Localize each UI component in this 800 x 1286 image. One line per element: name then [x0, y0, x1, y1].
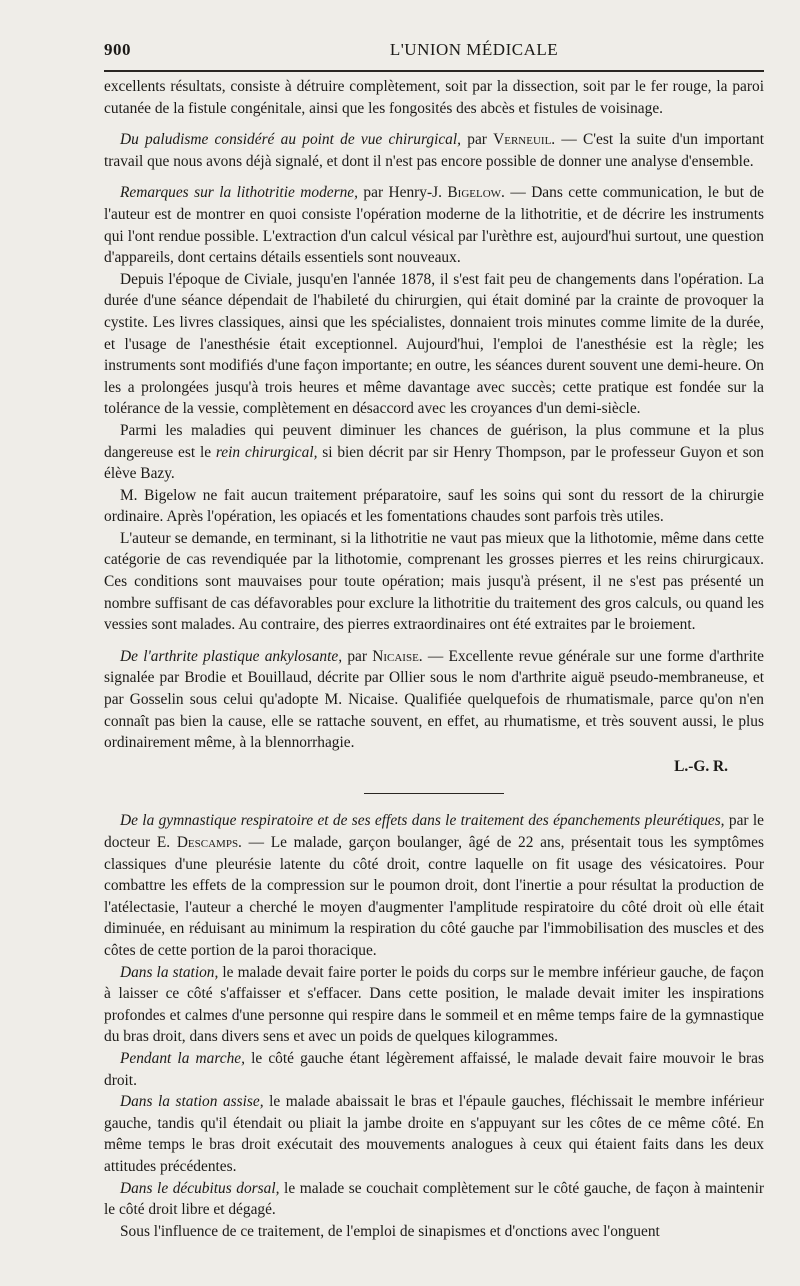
paragraph-emphasis: Pendant la marche, — [120, 1049, 245, 1067]
entry-paludisme — [104, 129, 764, 172]
paragraph-emphasis: Dans la station, — [120, 963, 219, 981]
entry-text: — C'est la suite d'un important travail que nous avons déjà signalé, et dont il n'est pas encore possible de donner une analyse d'ensemble. — [104, 131, 764, 170]
entry-author: Bigelow. — [447, 184, 505, 202]
paragraph-text: Parmi les maladies qui peuvent diminuer les chances de guérison, la plus commune et la plus dangereuse est le — [104, 421, 764, 461]
entry-text: — Excellente revue générale sur une forme d'arthrite signalée par Brodie et Bouillaud, décrite par Ollier sous le nom d'arthrite aiguë pseudo-membraneuse, et par Gosselin sous celui qu'adopte M. Nicaise. Qualifiée quelquefois de rhumatismale, parce qu'on n'en connaît pas bien la cause, elle se rattache souvent, en effet, au rhumatisme, et très souvent aussi, le plus ordinairement même, à la blennorrhagie. — [104, 647, 764, 752]
paragraph — [104, 1091, 764, 1177]
paragraph-text: le malade abaissait le bras et l'épaule gauches, fléchissait le membre inférieur gauche, tandis qu'il étendait ou pliait la jambe droite en s'appuyant sur les côtes de ce même côté. En même temps le bras droit exécutait des mouvements analogues à ceux qui étaient faits dans les deux attitudes précédentes. — [104, 1093, 764, 1175]
article-body — [104, 76, 764, 1242]
signature: L.-G. R. — [674, 757, 728, 775]
page-number: 900 — [104, 40, 131, 59]
paragraph-emphasis: rein chirurgical, — [215, 443, 318, 461]
entry-arthrite — [104, 646, 764, 754]
entry-by: par — [461, 131, 494, 149]
paragraph-text: le côté gauche étant légèrement affaissé, le malade devait faire mouvoir le bras droit. — [104, 1049, 765, 1089]
entry-title: De l'arthrite plastique ankylosante, — [120, 647, 343, 665]
paragraph: excellents résultats, consiste à détruire complètement, soit par la dissection, soit par le fer rouge, la paroi cutanée de la fistule congénitale, ainsi que les fongosités des abcès et fistules de voisinage. — [104, 78, 764, 117]
entry-author: Nicaise. — [372, 647, 423, 665]
entry-by: par le docteur E. — [104, 812, 764, 851]
page-header — [104, 36, 764, 70]
header-rule — [104, 70, 764, 72]
paragraph: Sous l'influence de ce traitement, de l'emploi de sinapismes et d'onctions avec l'onguent — [120, 1222, 660, 1240]
entry-title: Du paludisme considéré au point de vue chirurgical, — [120, 131, 462, 149]
paragraph: L'auteur se demande, en terminant, si la lithotritie ne vaut pas mieux que la lithotomie, même dans cette catégorie de cas revendiquée par la lithotomie, comprenant les grosses pierres et les reins chirurgicaux. Ces conditions sont mauvaises pour toute opération; mais jusqu'à présent, il ne s'est pas présenté un nombre suffisant de cas défavorables pour exclure la lithotritie du traitement des gros calculs, ou quand les vessies sont malades. Au contraire, des pierres extraordinaires ont été extraites par le broiement. — [104, 529, 764, 634]
entry-author: Descamps. — [176, 834, 242, 851]
paragraph: M. Bigelow ne fait aucun traitement préparatoire, sauf les soins qui sont du ressort de la chirurgie ordinaire. Après l'opération, les opiacés et les fomentations chaudes sont parfois très utiles. — [104, 486, 764, 526]
entry-gymnastique — [104, 810, 764, 961]
paragraph — [104, 420, 764, 485]
running-title: L'UNION MÉDICALE — [389, 40, 559, 59]
paragraph — [104, 1048, 764, 1091]
entry-lithotritie — [104, 182, 764, 268]
entry-by: par Henry-J. — [357, 184, 448, 202]
entry-author: Verneuil. — [493, 131, 556, 149]
entry-text: — Dans cette communication, le but de l'auteur est de montrer en quoi consiste l'opération moderne de la lithotritie, et de décrire les instruments qui l'ont rendue possible. L'extraction d'un calcul vésical par l'urèthre est, aujourd'hui surtout, une question d'appareils, dont certains détails essentiels sont nouveaux. — [104, 184, 765, 267]
paragraph — [104, 1178, 764, 1221]
paragraph-text: si bien décrit par sir Henry Thompson, par le professeur Guyon et son élève Bazy. — [104, 443, 764, 483]
entry-title: De la gymnastique respiratoire et de ses effets dans le traitement des épanchements pleurétiques, — [120, 812, 725, 830]
paragraph-emphasis: Dans le décubitus dorsal, — [120, 1179, 280, 1197]
paragraph-text: le malade se couchait complètement sur le côté gauche, de façon à maintenir le côté droit libre et dégagé. — [104, 1179, 765, 1219]
entry-by: par — [342, 647, 373, 665]
paragraph — [104, 962, 764, 1048]
entry-text: — Le malade, garçon boulanger, âgé de 22 ans, présentait tous les symptômes classiques d'une pleurésie latente du côté droit, contre laquelle on fit usage des vésicatoires. Pour combattre les effets de la compression sur le poumon droit, dont l'inertie a pour résultat la production de l'atélectasie, l'auteur a cherché le moyen d'augmenter l'amplitude respiratoire du côté droit où elle était diminuée, en réduisant au minimum la respiration du côté gauche par l'immobilisation des muscles et des côtes de cette portion de la paroi thoracique. — [104, 834, 764, 959]
section-divider — [364, 793, 504, 794]
entry-title: Remarques sur la lithotritie moderne, — [120, 184, 358, 202]
paragraph-emphasis: Dans la station assise, — [120, 1093, 264, 1111]
paragraph: Depuis l'époque de Civiale, jusqu'en l'année 1878, il s'est fait peu de changements dans l'opération. La durée d'une séance dépendait de l'habileté du chirurgien, qui était dominé par la crainte de provoquer la cystite. Les livres classiques, ainsi que les spécialistes, donnaient trois minutes comme limite de la durée, et l'usage de l'anesthésie était exceptionnel. Aujourd'hui, l'emploi de l'anesthésie est la règle; les instruments sont modifiés d'une façon importante; en outre, les séances durent souvent une demi-heure. On les a prolongées jusqu'à trois heures et même davantage avec succès; cette pratique est fondée sur la tolérance de la vessie, complètement en désaccord avec les croyances d'un demi-siècle. — [104, 270, 764, 418]
paragraph-text: le malade devait faire porter le poids du corps sur le membre inférieur gauche, de façon à laisser ce côté s'affaisser et s'effacer. Dans cette position, le malade devait imiter les inspirations profondes et calmes d'une personne qui respire dans le sommeil et en même temps faire de la gymnastique du bras droit, dans divers sens et avec un poids de quelques kilogrammes. — [104, 963, 764, 1046]
